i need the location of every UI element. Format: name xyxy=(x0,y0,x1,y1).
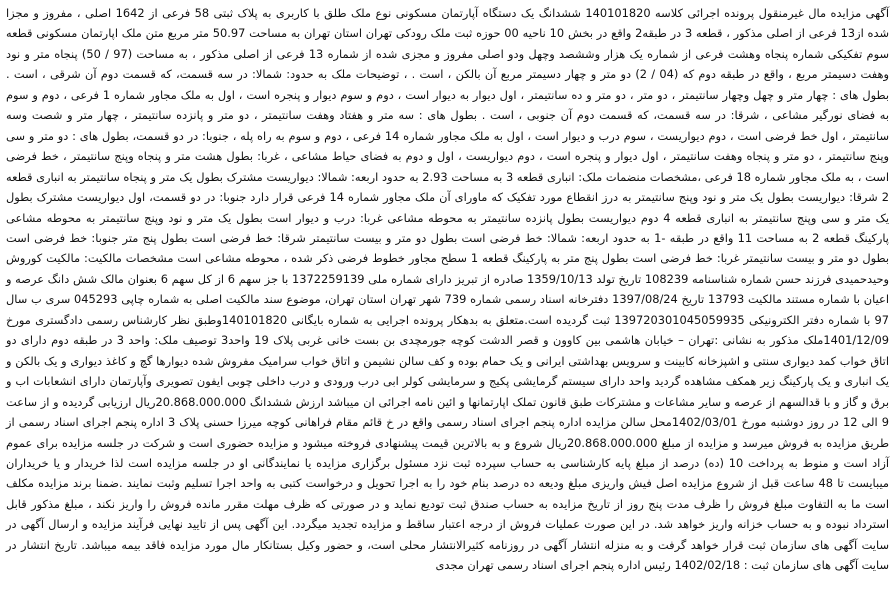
auction-notice-text: آگهی مزایده مال غیرمنقول پرونده اجرائی کلاسه 140101820 ششدانگ یک دستگاه آپارتمان مسکونی نوع ملک طلق با کاربری به پلاک ثبتی 58 فرعی از 1642 اصلی ، مفروز و مجزا شده از13 فرعی از اصلی مذکور ، قطعه 3 در طبقه2 واقع در بخش 10 ناحیه 00 حوزه ثبت ملک رودکی تهران استان تهران به مساحت 50.97 متر مربع متن ملک اپارتمان مسکونی قطعه سوم تفکیکی شماره پنجاه وهشت فرعی از شماره یک هزار وششصد وچهل ودو اصلی مفروز و مجزی شده از شماره 13 فرعی از اصلی مذکور ، به مساحت (97 / 50) پنجاه متر و نود وهفت دسیمتر مربع ، واقع در طبقه دوم که (04 / 2) دو متر و چهار دسیمتر مربع آن بالکن ، است . ، توضیحات ملک به حدود: شمالا: در سه قسمت، که قسمت دوم آن شرقی ، است . بطول های : چهار متر و چهل وچهار سانتیمتر ، دو متر ، دو متر و ده سانتیمتر ، اول دیوار به دیوار است ، دوم و سوم دیوار و پنجره است ، اول به ملک مجاور شماره 1 فرعی ، دوم و سوم به فضای نورگیر مشاعی ، شرقا: در سه قسمت، که قسمت دوم آن جنوبی ، است . بطول های : سه متر و هفتاد وهفت سانتیمتر ، دو متر و پانزده سانتیمتر ، چهار متر و شصت وسه سانتیمتر ، اول خط فرضی است ، دوم دیواریست ، سوم درب و دیوار است ، اول به ملک مجاور شماره 14 فرعی ، دوم و سوم به راه پله ، جنوبا: در دو قسمت، بطول های : دو متر و سی وپنج سانتیمتر ، دو متر و پنجاه وهفت سانتیمتر ، اول دیوار و پنجره است ، دوم دیواریست ، اول و دوم به فضای حیاط مشاعی ، غربا: بطول هشت متر و پنجاه وپنج سانتیمتر ، خط فرضی است ، به ملک مجاور شماره 18 فرعی ،مشخصات منضمات ملک: انباری قطعه 3 به مساحت 2.93 به حدود اربعه: شمالا: دیواریست مشترک بطول یک متر و پنجاه سانتیمتر به انباری قطعه 2 شرقا: دیواریست بطول یک متر و نود وپنج سانتیمتر به درز انقطاع مورد تفکیک که ماورای آن ملک مجاور شماره 14 فرعی قرار دارد جنوبا: در دو قسمت، اول دیواریست مشترک بطول یک متر و سی وپنج سانتیمتر به انباری قطعه 4 دوم دیواریست بطول پانزده سانتیمتر به محوطه مشاعی غربا: درب و دیوار است بطول یک متر و نود وپنج سانتیمتر به محوطه مشاعی پارکینگ قطعه 2 به مساحت 11 واقع در طبقه -1 به حدود اربعه: شمالا: خط فرضی است بطول دو متر و بیست سانتیمتر شرقا: خط فرضی است بطول پنج متر جنوبا: خط فرضی است بطول دو متر و بیست سانتیمتر غربا: خط فرضی است بطول پنج متر به پارکینگ قطعه 1 سطح مجاور خطوط فرضی ذکر شده ، محوطه مشاعی است مشخصات مالکیت: مالکیت کوروش وحیدحمیدی فرزند حسن شماره شناسنامه 108239 تاریخ تولد 1359/10/13 صادره از تبریز دارای شماره ملی 1372259139 با جز سهم 6 از کل سهم 6 بعنوان مالک شش دانگ عرصه و اعیان با شماره مستند مالکیت 13793 تاریخ 1397/08/24 دفترخانه اسناد رسمی شماره 739 شهر تهران استان تهران، موضوع سند مالکیت اصلی به شماره چاپی 045293 سری ب سال 97 با شماره دفتر الکترونیکی 139720301045059935 ثبت گردیده است.متعلق به بدهکار پرونده اجرایی به شماره بایگانی 140101820وطبق نظر کارشناس رسمی دادگستری مورخ 1401/12/09ملک مذکور به نشانی :تهران – خیابان هاشمی بین کاوون و قصر الدشت کوچه جورمچدی بن بست خانی غربی پلاک 19 واحد3 توصیف ملک: واحد 3 در طبقه دوم دارای دو اتاق خواب کمد دیواری سنتی و اشپزخانه کابینت و سرویس بهداشتی ایرانی و یک حمام بوده و کف سالن نشیمن و اتاق خواب سرامیک مفروش شده دیوارها گچ و کاغذ دیواری و یک بالکن و یک انباری و یک پارکینگ زیر همکف مشاهده گردید واحد دارای سیستم گرمایشی پکیج و سرمایشی کولر ابی درب ورودی و درب داخلی چوبی ایفون تصویری وآپارتمان دارای انشعابات اب و برق و گاز و با قدالسهم از عرصه و سایر مشاعات و مشترکات طبق قانون تملک اپارتمانها و ائین نامه اجرائی ان میباشد ارزش ششدانگ 20.868.000.000ریال ارزیابی گردیده و از ساعت 9 الی 12 در روز دوشنبه مورخ 1402/03/01محل سالن مزایده اداره پنجم اجرای اسناد رسمی واقع در خ قائم مقام فراهانی کوچه میرزا حسنی پلاک 3 اداره پنجم اجرای اسناد رسمی از طریق مزایده به فروش میرسد و مزایده از مبلغ 20.868.000.000ریال شروع و به بالاترین قیمت پیشنهادی فروخته میشود و مزایده حضوری است و شرکت در جلسه مزایده برای عموم آزاد است و منوط به پرداخت 10 (ده) درصد از مبلغ پایه کارشناسی به حساب سپرده ثبت نزد مسئول برگزاری مزایده یا نمایندگانی او در جلسه مزایده است لذا خریدار و یا خریداران میبایست تا 48 ساعت قبل از شروع مزایده اصل فیش واریزی مبلغ ودیعه ده درصد بنام خود را به اجرا تحویل و درخواست کتبی به واحد اجرا تسلیم وثبت نمایند .ضمنا برند مزایده مکلف است ما به التفاوت مبلغ فروش را ظرف مدت پنج روز از تاریخ مزایده به حساب صندق ثبت تودیع نماید و در صورتی که ظرف مهلت مقرر مانده فروش را واریز نکند ، مبلغ مذکور قابل استرداد نبوده و به حساب خزانه واریز خواهد شد. در این صورت عملیات فروش از درجه اعتبار ساقط و مزایده تجدید میگردد. این آگهی پس از تایید نهایی فرآیند مزایده و ارسال آگهی در سایت آگهی های سازمان ثبت قرار خواهد گرفت و به منزله انتشار آگهی در روزنامه کثیرالانتشار محلی است، و حضور وکیل بستانکار مال مورد مزایده فاقد بیمه میباشد. تاریخ انتشار در سایت آگهی های سازمان ثبت : 1402/02/18 رئیس اداره پنجم اجرای اسناد رسمی تهران مجدی xyxy=(6,6,890,573)
